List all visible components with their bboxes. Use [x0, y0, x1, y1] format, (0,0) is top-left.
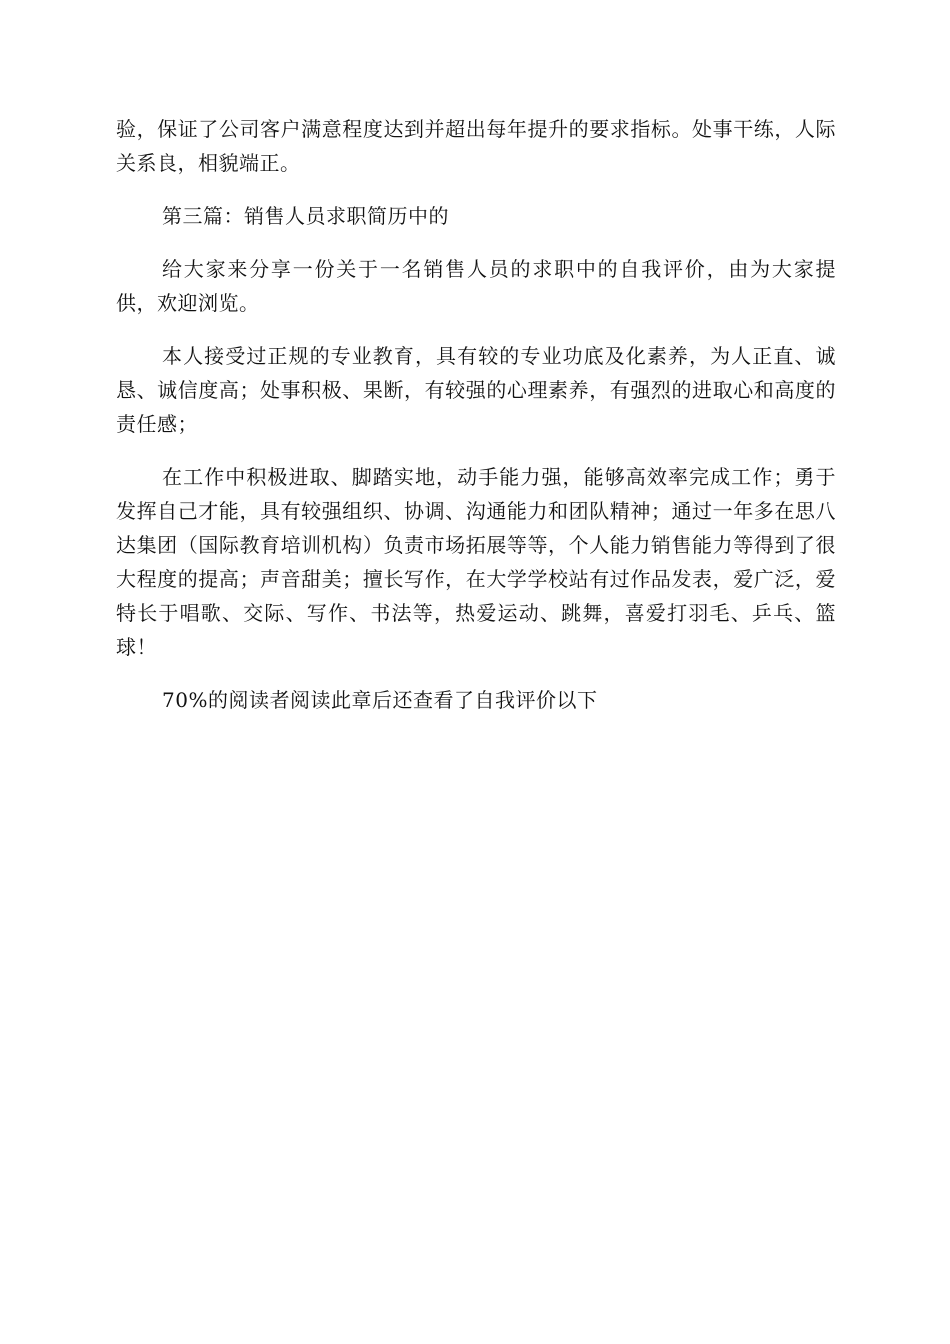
document-body [116, 112, 836, 736]
paragraph-education: 本人接受过正规的专业教育，具有较的专业功底及化素养，为人正直、诚恳、诚信度高；处事积极、果断，有较强的心理素养，有强烈的进取心和高度的责任感； [116, 344, 836, 436]
paragraph-work: 在工作中积极进取、脚踏实地，动手能力强，能够高效率完成工作；勇于发挥自己才能，具有较强组织、协调、沟通能力和团队精神；通过一年多在思八达集团（国际教育培训机构）负责市场拓展等等，个人能力销售能力等得到了很大程度的提高；声音甜美；擅长写作，在大学学校站有过作品发表，爱广泛，爱特长于唱歌、交际、写作、书法等，热爱运动、跳舞，喜爱打羽毛、乒乓、篮球！ [116, 465, 836, 659]
paragraph-readers-note: 70%的阅读者阅读此章后还查看了自我评价以下 [162, 688, 598, 712]
paragraph-continuation: 验，保证了公司客户满意程度达到并超出每年提升的要求指标。处事干练，人际关系良，相貌端正。 [116, 117, 836, 175]
paragraph-intro: 给大家来分享一份关于一名销售人员的求职中的自我评价，由为大家提供，欢迎浏览。 [116, 257, 836, 315]
section-heading: 第三篇：销售人员求职简历中的 [162, 204, 449, 228]
